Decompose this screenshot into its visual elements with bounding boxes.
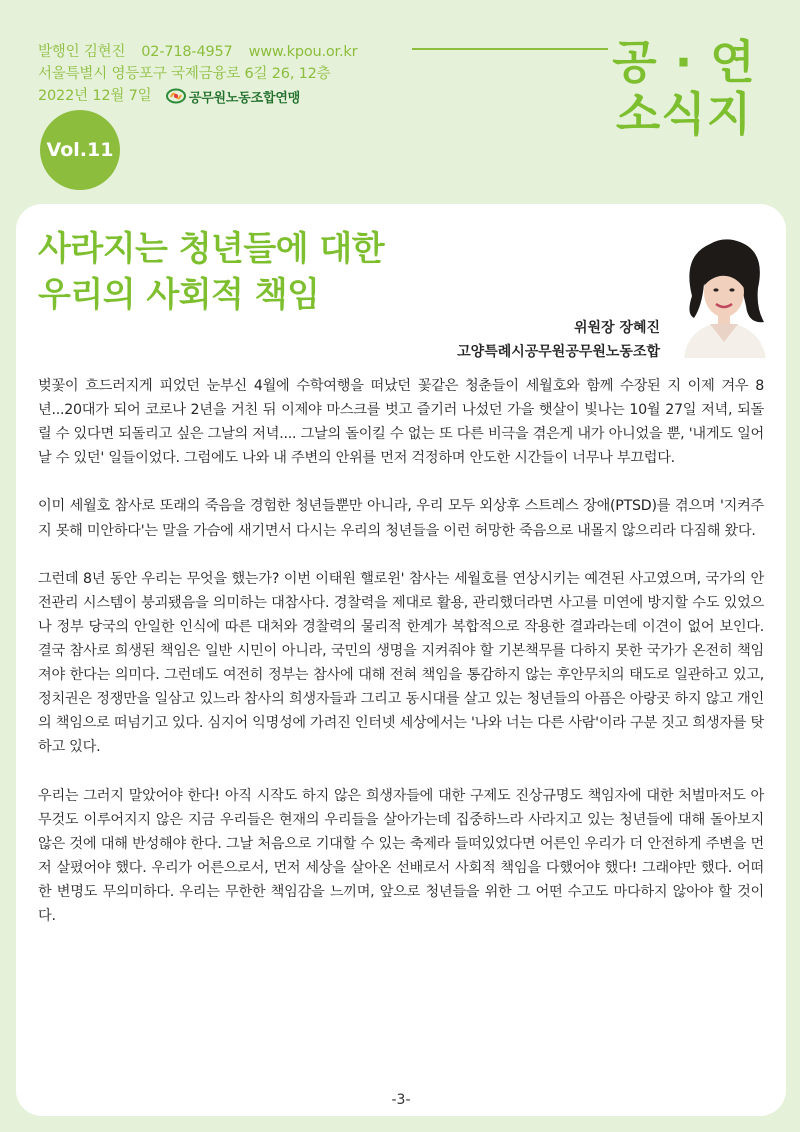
newsletter-brand bbox=[594, 36, 774, 140]
org-logo-text: 공무원노동조합연맹 bbox=[188, 90, 301, 106]
volume-badge: Vol.11 bbox=[40, 110, 120, 190]
article-title bbox=[38, 226, 384, 318]
website: www.kpou.or.kr bbox=[248, 44, 358, 60]
article-paragraph: 이미 세월호 참사로 또래의 죽음을 경험한 청년들뿐만 아니라, 우리 모두 외상후 스트레스 장애(PTSD)를 겪으며 '지켜주지 못해 미안하다'는 말을 가슴에 새기면서 다시는 우리의 청년들을 이런 허망한 죽음으로 내몰지 않으리라 다짐해 왔다. bbox=[38, 498, 764, 539]
brand-line-1: 공 · 연 bbox=[612, 35, 756, 89]
article-paragraph: 그런데 8년 동안 우리는 무엇을 했는가? 이번 이태원 핼로윈' 참사는 세월호를 연상시키는 예견된 사고였으며, 국가의 안전관리 시스템이 붕괴됐음을 의미하는 대참사다. 경찰력을 제대로 활용, 관리했더라면 사고를 미연에 방지할 수도 있었으나 정부 당국의 안일한 인식에 따른 대처와 경찰력의 물리적 한계가 복합적으로 작용한 결과라는데 이견이 없어 보인다. 결국 참사로 희생된 책임은 일반 시민이 아니라, 국민의 생명을 지켜줘야 할 기본책무를 다하지 못한 국가가 온전히 책임져야 한다는 의미다. 그런데도 여전히 정부는 참사에 대해 전혀 책임을 통감하지 않는 후안무치의 태도로 일관하고 있고, 정치권은 정쟁만을 일삼고 있느라 참사의 희생자들과 그리고 동시대를 살고 있는 청년들의 아픔은 아랑곳 하지 않고 개인의 책임으로 떠넘기고 있다. 심지어 익명성에 가려진 인터넷 세상에서는 '나와 너는 다른 사람'이라 구분 짓고 희생자를 탓하고 있다. bbox=[38, 570, 764, 756]
issue-date: 2022년 12월 7일 bbox=[38, 88, 152, 104]
article-paragraph: 벚꽃이 흐드러지게 피었던 눈부신 4월에 수학여행을 떠났던 꽃같은 청춘들이 세월호와 함께 수장된 지 이제 겨우 8년...20대가 되어 코로나 2년을 거친 뒤 이제야 마스크를 벗고 즐기러 나섰던 가을 햇살이 빛나는 10월 27일 저녁, 되돌릴 수 있다면 되돌리고 싶은 그날의 저녁.... 그날의 돌이킬 수 없는 또 다른 비극을 겪은게 내가 아니었을 뿐, '내게도 일어날 수 있던' 일들이었다. 그럼에도 나와 내 주변의 안위를 먼저 걱정하며 안도한 시간들이 너무나 부끄럽다. bbox=[38, 378, 764, 467]
publisher-line bbox=[38, 40, 357, 61]
masthead bbox=[38, 35, 778, 188]
author-organization: 고양특례시공무원공무원노동조합 bbox=[457, 344, 660, 360]
author-portrait bbox=[670, 226, 778, 358]
masthead-rule bbox=[412, 48, 608, 50]
article-card bbox=[16, 204, 786, 1116]
article-title-line-2: 우리의 사회적 책임 bbox=[38, 275, 320, 315]
page-number: -3- bbox=[391, 1092, 411, 1108]
address: 서울특별시 영등포구 국제금융로 6길 26, 12층 bbox=[38, 66, 331, 82]
author-byline bbox=[457, 316, 660, 364]
article-paragraph: 우리는 그러지 말았어야 한다! 아직 시작도 하지 않은 희생자들에 대한 구제도 진상규명도 책임자에 대한 처벌마저도 아무것도 이루어지지 않은 지금 우리들은 현재의 우리들을 살아가는데 집중하느라 사라지고 있는 청년들에 대해 돌아보지 않은 것에 대해 반성해야 한다. 그날 처음으로 기대할 수 있는 축제라 들떠있었다면 어른인 우리가 더 안전하게 주변을 먼저 살폈어야 했다. 우리가 어른으로서, 먼저 세상을 살아온 선배로서 사회적 책임을 다했어야 했다! 그래야만 했다. 어떠한 변명도 무의미하다. 우리는 무한한 책임감을 느끼며, 앞으로 청년들을 위한 그 어떤 수고도 마다하지 않아야 할 것이다. bbox=[38, 787, 764, 925]
article-body bbox=[38, 374, 764, 952]
union-logo-icon bbox=[166, 88, 186, 104]
brand-line-2: 소식지 bbox=[615, 87, 753, 141]
phone-number: 02-718-4957 bbox=[141, 44, 233, 60]
publisher: 발행인 김현진 bbox=[38, 44, 126, 60]
article-title-line-1: 사라지는 청년들에 대한 bbox=[38, 229, 385, 269]
author-title: 위원장 장혜진 bbox=[573, 320, 660, 336]
org-logo bbox=[166, 87, 300, 106]
issue-date-line bbox=[38, 84, 300, 106]
